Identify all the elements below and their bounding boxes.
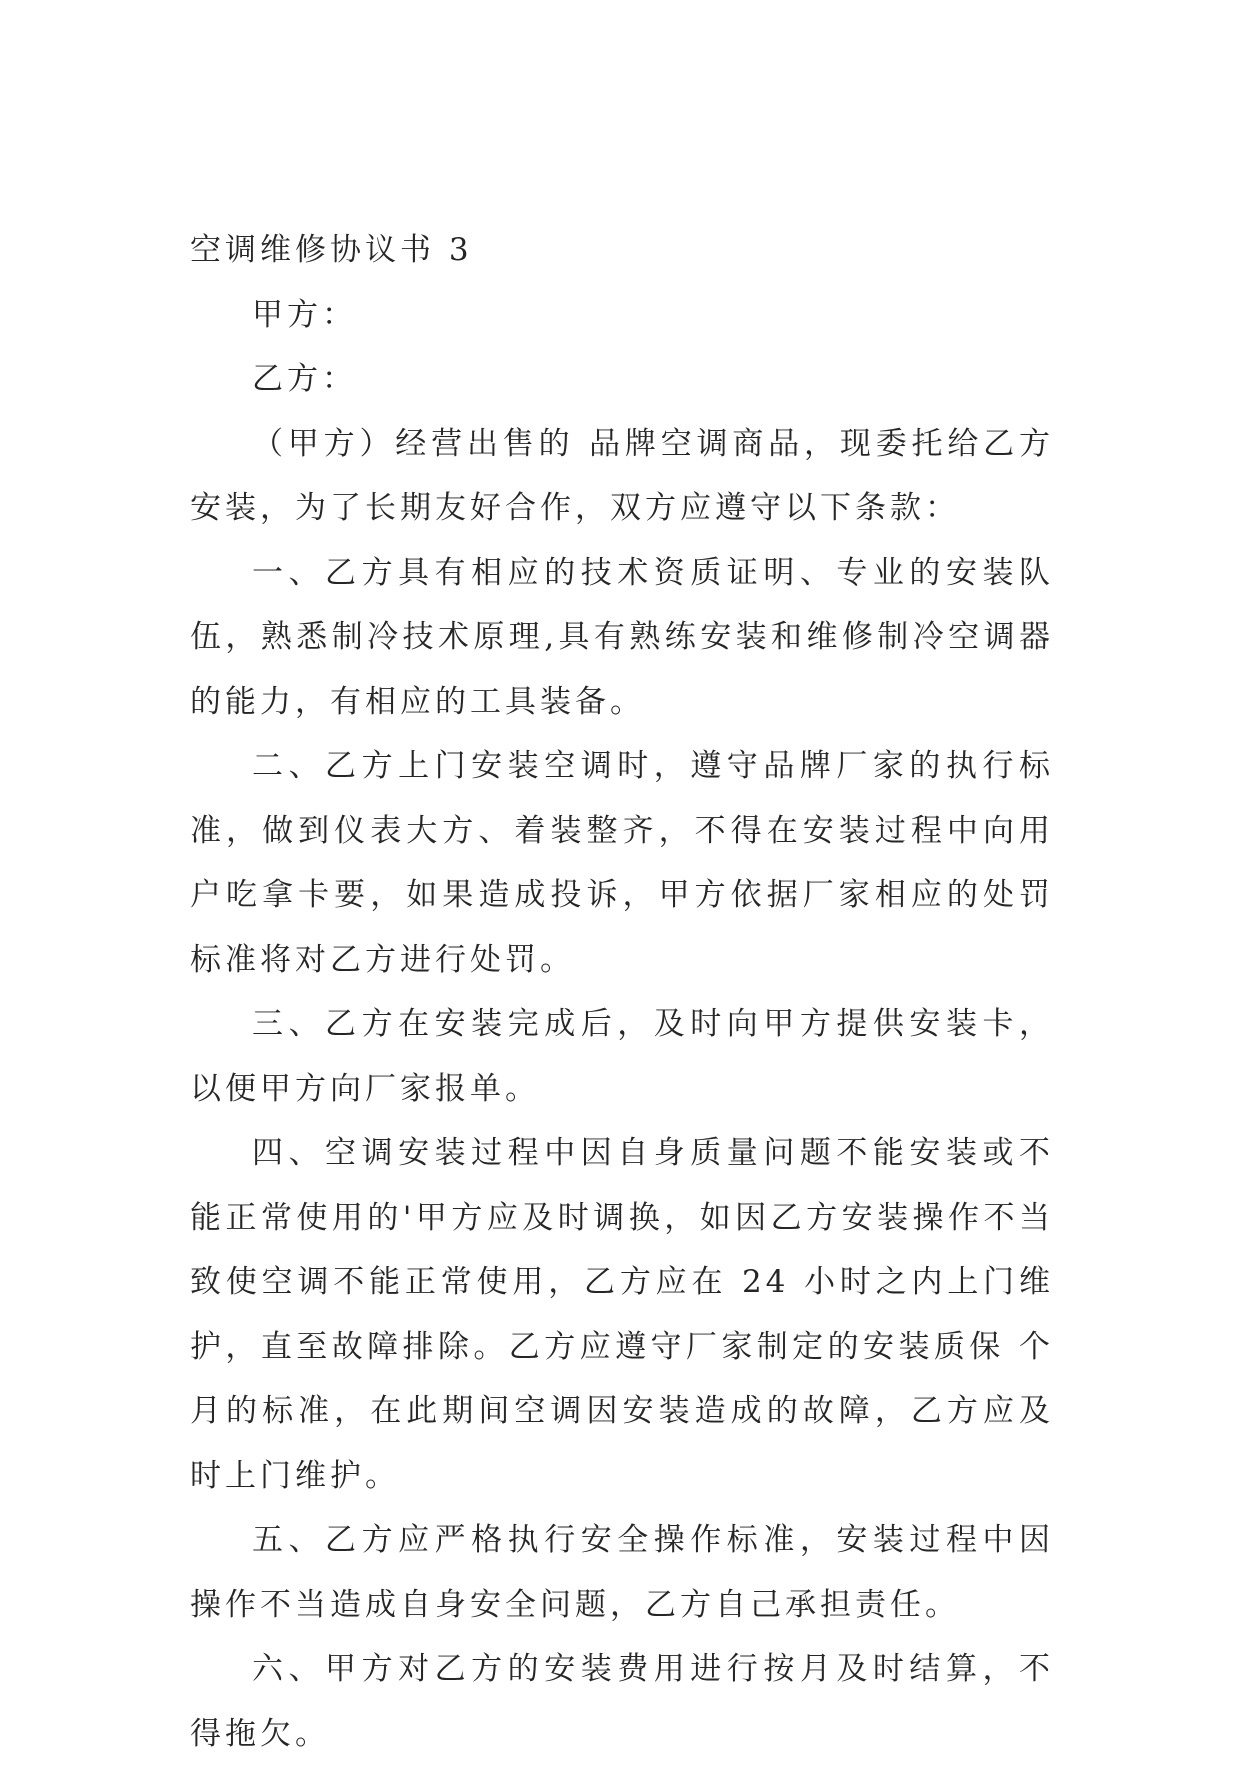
clause-1-paragraph: 一、乙方具有相应的技术资质证明、专业的安装队伍，熟悉制冷技术原理,具有熟练安装和维修制冷空调器的能力，有相应的工具装备。: [190, 554, 1054, 720]
party-b-label: 乙方：: [252, 361, 357, 397]
party-a-label: 甲方：: [252, 296, 357, 333]
intro-paragraph: （甲方）经营出售的 品牌空调商品，现委托给乙方安装，为了长期友好合作，双方应遵守以下条款：: [190, 425, 1054, 526]
document-title: 空调维修协议书 3: [190, 232, 473, 268]
clause-4-paragraph: 四、空调安装过程中因自身质量问题不能安装或不能正常使用的'甲方应及时调换，如因乙方安装操作不当致使空调不能正常使用，乙方应在 24 小时之内上门维护，直至故障排除。乙方应遵守厂家制定的安装质保 个月的标准，在此期间空调因安装造成的故障，乙方应及时上门维护。: [190, 1135, 1054, 1494]
clause-6-paragraph: 六、甲方对乙方的安装费用进行按月及时结算，不得拖欠。: [190, 1651, 1054, 1752]
document-body: [190, 218, 1054, 1766]
clause-5-paragraph: 五、乙方应严格执行安全操作标准，安装过程中因操作不当造成自身安全问题，乙方自己承担责任。: [190, 1522, 1054, 1623]
clause-2-paragraph: 二、乙方上门安装空调时，遵守品牌厂家的执行标准，做到仪表大方、着装整齐，不得在安装过程中向用户吃拿卡要，如果造成投诉，甲方依据厂家相应的处罚标准将对乙方进行处罚。: [190, 748, 1054, 978]
clause-3-paragraph: 三、乙方在安装完成后，及时向甲方提供安装卡，以便甲方向厂家报单。: [190, 1006, 1054, 1107]
